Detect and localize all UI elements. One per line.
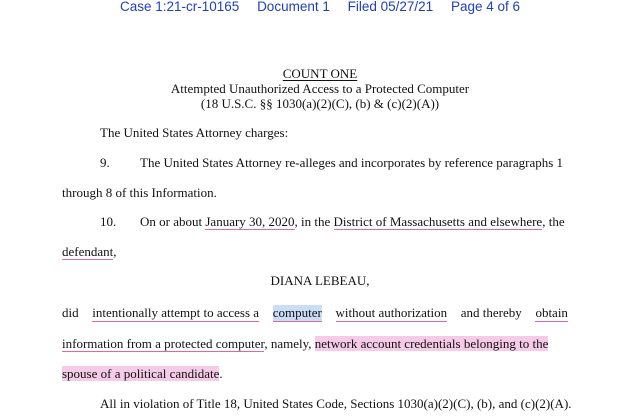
text-in-the: , in the [294,214,331,229]
spouse-highlight: spouse of a political candidate [62,366,220,381]
page-header [0,0,640,16]
charge-line-2 [62,336,568,352]
intent-annotation: intentionally attempt to access a [92,305,260,320]
charges-line: The United States Attorney charges: [100,125,289,140]
text-period: . [219,366,223,381]
date-annotation: January 30, 2020 [205,214,295,229]
paragraph-9-line-1: The United States Attorney re-alleges and incorporates by reference paragraphs 1 [140,155,564,170]
count-title: COUNT ONE [282,66,358,81]
filed-date: Filed 05/27/21 [347,0,434,14]
credentials-highlight: network account credentials belonging to the [314,336,549,351]
paragraph-10-line-2 [62,244,117,260]
district-annotation: District of Massachusetts and elsewhere [333,214,543,229]
obtain-annotation: obtain [535,305,568,320]
text-namely: , namely, [264,336,312,351]
case-number: Case 1:21-cr-10165 [119,0,240,14]
charge-line-3 [62,366,223,382]
text-the: , the [542,214,565,229]
paragraph-10-line-1 [140,214,565,230]
page-number: Page 4 of 6 [450,0,521,14]
computer-annotation: computer [272,305,322,320]
authorization-annotation: without authorization [335,305,448,320]
defendant-annotation: defendant [62,244,114,259]
document-number: Document 1 [257,0,330,14]
text-did: did [62,305,79,320]
defendant-name: DIANA LEBEAU, [270,273,370,288]
paragraph-9-number: 9. [100,155,110,170]
text-comma: , [113,244,117,259]
count-statute: (18 U.S.C. §§ 1030(a)(2)(C), (b) & (c)(2)(A)) [200,96,440,111]
count-subtitle: Attempted Unauthorized Access to a Protected Computer [170,81,470,96]
text-on-or-about: On or about [140,214,203,229]
protected-computer-annotation: information from a protected computer [62,336,265,351]
text-and-thereby: and thereby [460,305,522,320]
paragraph-10-number: 10. [100,214,117,229]
paragraph-9-line-2: through 8 of this Information. [62,185,217,200]
charge-line-1 [62,305,568,322]
violation-line: All in violation of Title 18, United States Code, Sections 1030(a)(2)(C), (b), and (c)(2)(A). [100,396,572,411]
